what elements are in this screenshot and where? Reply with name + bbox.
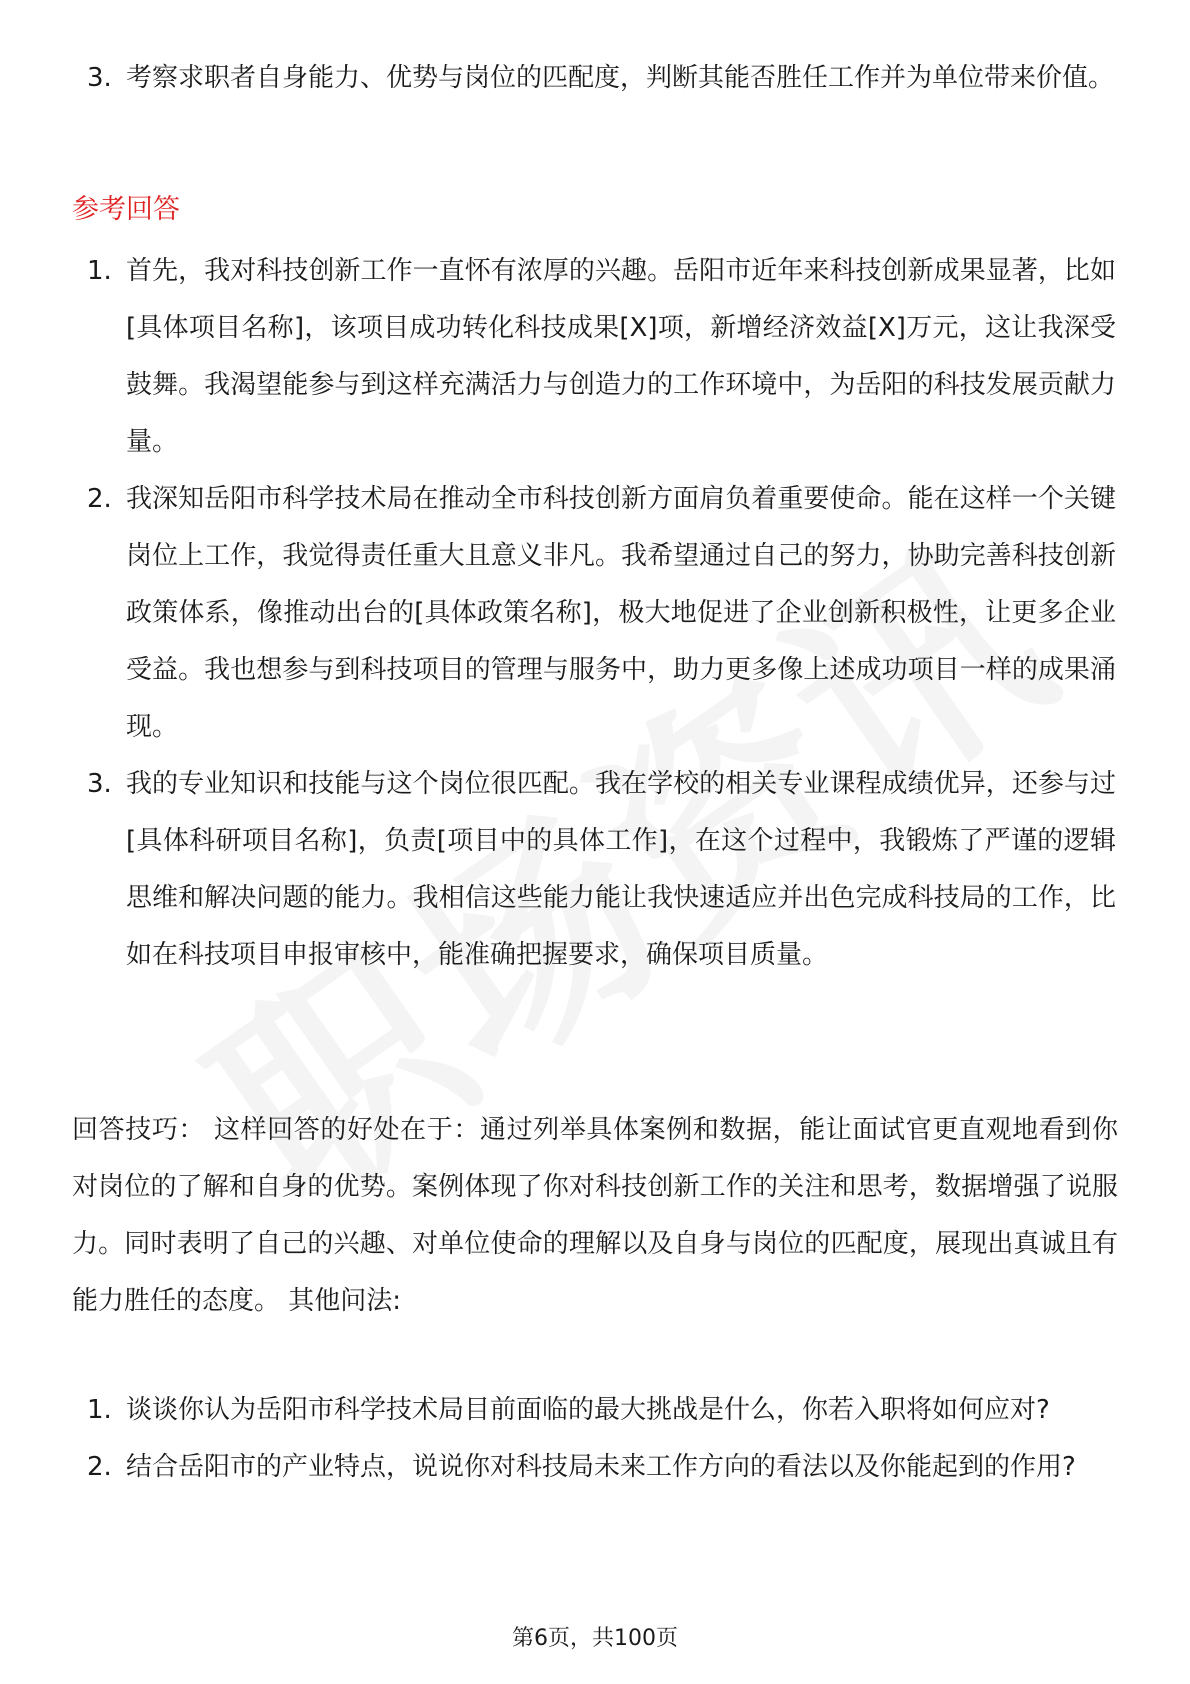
list-item-text: 结合岳阳市的产业特点，说说你对科技局未来工作方向的看法以及你能起到的作用? xyxy=(126,1452,1076,1482)
page-number-footer: 第6页，共100页 xyxy=(512,1626,678,1651)
other-questions-list xyxy=(0,1382,1116,1496)
list-item-text: 考察求职者自身能力、优势与岗位的匹配度，判断其能否胜任工作并为单位带来价值。 xyxy=(126,63,1115,93)
list-item-number: 2. xyxy=(87,484,112,514)
list-item-text: 我的专业知识和技能与这个岗位很匹配。我在学校的相关专业课程成绩优异，还参与过[具体科研项目名称]，负责[项目中的具体工作]，在这个过程中，我锻炼了严谨的逻辑思维和解决问题的能力。我相信这些能力能让我快速适应并出色完成科技局的工作，比如在科技项目申报审核中，能准确把握要求，确保项目质量。 xyxy=(126,769,1116,970)
list-item-number: 2. xyxy=(87,1452,112,1482)
list-item xyxy=(0,1382,1116,1439)
list-item xyxy=(0,756,1116,984)
list-item-text: 谈谈你认为岳阳市科学技术局目前面临的最大挑战是什么，你若入职将如何应对? xyxy=(126,1395,1050,1425)
list-item xyxy=(0,471,1116,756)
list-item-text: 首先，我对科技创新工作一直怀有浓厚的兴趣。岳阳市近年来科技创新成果显著，比如[具体项目名称]，该项目成功转化科技成果[X]项，新增经济效益[X]万元，这让我深受鼓舞。我渴望能参与到这样充满活力与创造力的工作环境中，为岳阳的科技发展贡献力量。 xyxy=(126,256,1116,457)
list-item-number: 3. xyxy=(87,769,112,799)
answer-tips-paragraph: 回答技巧： 这样回答的好处在于：通过列举具体案例和数据，能让面试官更直观地看到你对岗位的了解和自身的优势。案例体现了你对科技创新工作的关注和思考，数据增强了说服力。同时表明了自己的兴趣、对单位使命的理解以及自身与岗位的匹配度，展现出真诚且有能力胜任的态度。 其他问法: xyxy=(72,1115,1118,1316)
list-item-number: 1. xyxy=(87,1395,112,1425)
answer-list xyxy=(0,243,1116,984)
list-item xyxy=(0,1439,1116,1496)
list-item xyxy=(0,243,1116,471)
top-list xyxy=(0,50,1116,107)
list-item-number: 1. xyxy=(87,256,112,286)
list-item-text: 我深知岳阳市科学技术局在推动全市科技创新方面肩负着重要使命。能在这样一个关键岗位上工作，我觉得责任重大且意义非凡。我希望通过自己的努力，协助完善科技创新政策体系，像推动出台的[具体政策名称]，极大地促进了企业创新积极性，让更多企业受益。我也想参与到科技项目的管理与服务中，助力更多像上述成功项目一样的成果涌现。 xyxy=(126,484,1116,742)
section-title: 参考回答 xyxy=(72,194,180,225)
list-item-number: 3. xyxy=(87,63,112,93)
list-item xyxy=(0,50,1116,107)
